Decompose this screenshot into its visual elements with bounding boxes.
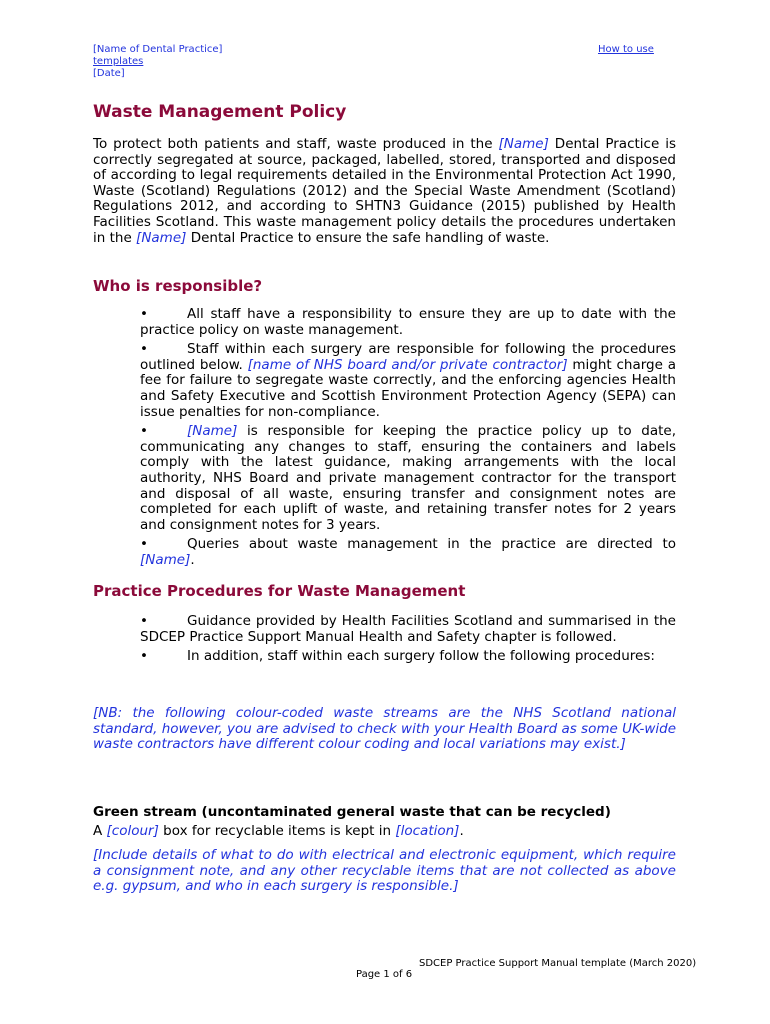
intro-text-1: To protect both patients and staff, waste produced in the: [93, 136, 499, 152]
templates-link[interactable]: templates: [93, 56, 144, 67]
procedures-list: [140, 614, 676, 669]
green-text-3: .: [459, 823, 464, 839]
document-header-right: [598, 44, 654, 56]
practice-name-placeholder: [Name of Dental Practice]: [93, 44, 223, 55]
bullet-icon: •: [140, 341, 148, 358]
green-stream-heading: Green stream (uncontaminated general waste that can be recycled): [93, 804, 611, 820]
bullet-icon: •: [140, 648, 148, 665]
nhs-board-placeholder: [name of NHS board and/or private contractor]: [247, 356, 568, 373]
bullet-icon: •: [140, 613, 148, 629]
nb-note: [NB: the following colour-coded waste streams are the NHS Scotland national standard, however, you are advised to check with your Health Board as some UK-wide waste contractors have different colour coding and local variations may exist.]: [93, 705, 676, 753]
name-placeholder: [Name]: [140, 551, 191, 568]
how-to-use-link[interactable]: How to use: [598, 44, 654, 55]
bullet-icon: •: [140, 536, 148, 553]
name-placeholder: [Name]: [187, 423, 238, 440]
list-item-text: is responsible for keeping the practice policy up to date, communicating any changes to staff, ensuring the containers and labels comply with the latest guidance, making arrangements with the local authority, NHS Board and private management contractor for the transport and disposal of all waste, ensuring transfer and consignment notes are completed for each uplift of waste, and retaining transfer notes for 2 years and consignment notes for 3 years.: [140, 423, 676, 533]
name-placeholder: [Name]: [136, 229, 187, 246]
list-item: [140, 307, 676, 338]
section-heading-responsible: Who is responsible?: [93, 277, 263, 295]
document-header-left: [93, 44, 222, 80]
page-number: Page 1 of 6: [356, 969, 413, 980]
list-item-text: might charge a fee for failure to segregate waste correctly, and the enforcing agencies Health and Safety Executive and Scottish Environment Protection Agency (SEPA) can issue penalties for non-compliance.: [140, 356, 676, 420]
green-text-2: box for recyclable items is kept in: [158, 823, 396, 839]
bullet-icon: •: [140, 306, 148, 322]
page-title: Waste Management Policy: [93, 102, 347, 122]
section-heading-procedures: Practice Procedures for Waste Management: [93, 582, 466, 600]
intro-text-2: Dental Practice is correctly segregated at source, packaged, labelled, stored, transported and disposed of according to legal requirements detailed in the Environmental Protection Act 1990, Waste (Scotland) Regulations (2012) and the Special Waste Amendment (Scotland) Regulations 2012, and according to SHTN3 Guidance (2015) published by Health Facilities Scotland. This waste management policy details the procedures undertaken in the: [93, 136, 677, 246]
intro-paragraph: [93, 137, 676, 246]
green-stream-text: [93, 824, 464, 840]
name-placeholder: [Name]: [498, 136, 549, 152]
list-item: [140, 537, 676, 568]
footer-reference: SDCEP Practice Support Manual template (March 2020): [419, 958, 697, 969]
list-item-text: Guidance provided by Health Facilities Scotland and summarised in the SDCEP Practice Support Manual Health and Safety chapter is followed.: [140, 613, 676, 645]
list-item: [140, 424, 676, 533]
intro-text-3: Dental Practice to ensure the safe handling of waste.: [186, 229, 550, 246]
list-item: [140, 614, 676, 645]
list-item: [140, 342, 676, 420]
green-text-1: A: [93, 823, 107, 839]
list-item-text: Queries about waste management in the practice are directed to: [187, 536, 676, 553]
responsibility-list: [140, 307, 676, 573]
list-item: [140, 649, 676, 665]
list-item-text: In addition, staff within each surgery follow the following procedures:: [187, 648, 655, 665]
list-item-text: All staff have a responsibility to ensure they are up to date with the practice policy on waste management.: [140, 306, 676, 338]
bullet-icon: •: [140, 423, 148, 440]
colour-placeholder: [colour]: [106, 823, 159, 839]
list-item-text: .: [190, 551, 195, 568]
list-item-text: Staff within each surgery are responsible for following the procedures outlined below.: [140, 341, 676, 373]
date-placeholder: [Date]: [93, 68, 125, 79]
location-placeholder: [location]: [395, 823, 460, 839]
green-stream-note: [Include details of what to do with electrical and electronic equipment, which require a consignment note, and any other recyclable items that are not collected as above e.g. gypsum, and who in each surgery is responsible.]: [93, 847, 676, 895]
